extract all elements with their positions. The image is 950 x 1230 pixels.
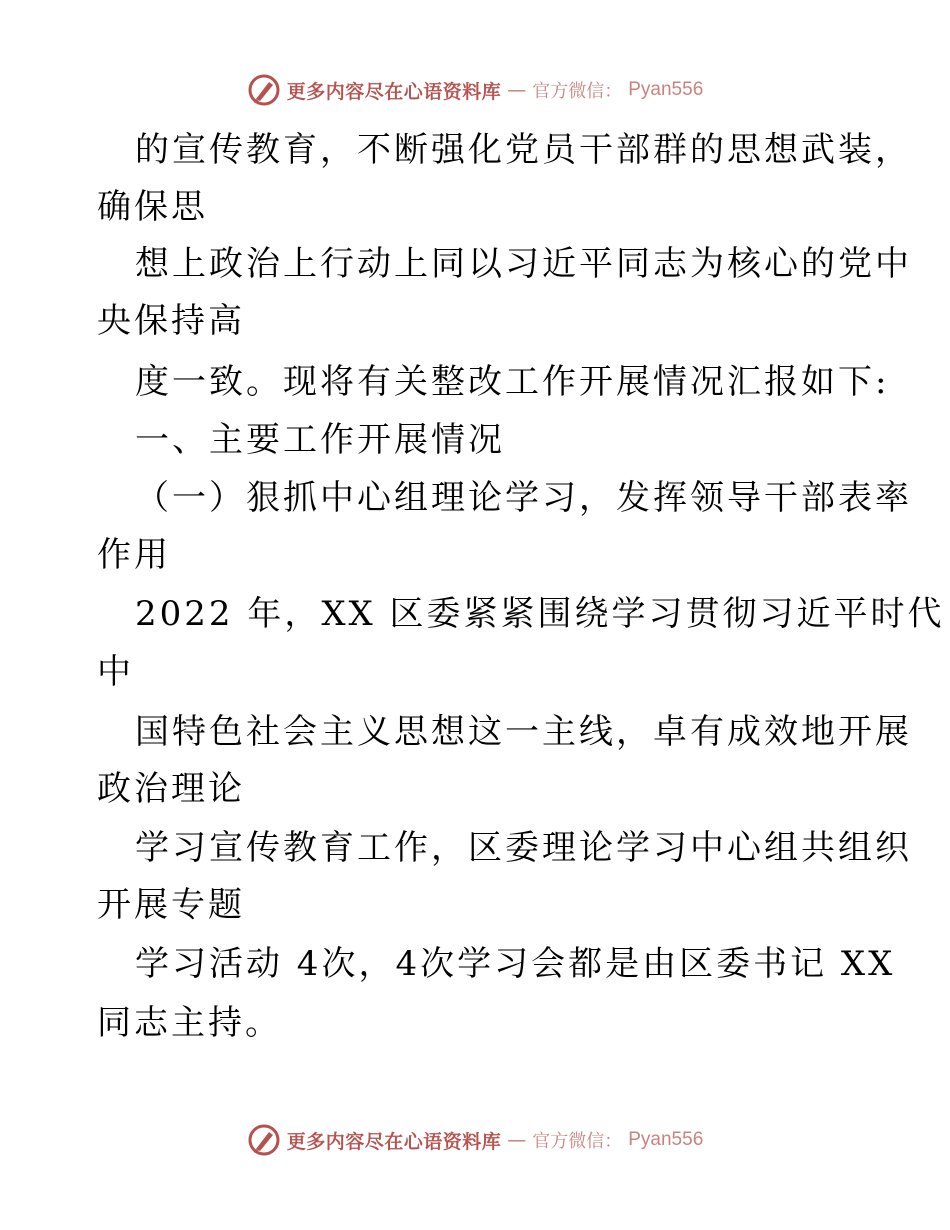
section-heading: 一、主要工作开展情况 xyxy=(135,420,505,460)
banner-wechat-label: 官方微信： xyxy=(532,1131,623,1152)
body-line: 央保持高 xyxy=(97,301,245,341)
banner-separator: — xyxy=(507,79,527,101)
body-line: 中 xyxy=(97,652,134,692)
banner-wechat-label: 官方微信： xyxy=(532,81,623,102)
header-banner xyxy=(0,73,950,107)
body-line: 的宣传教育，不断强化党员干部群的思想武装， xyxy=(135,130,912,170)
banner-wechat-id: Pyan556 xyxy=(628,79,704,100)
body-line: 国特色社会主义思想这一主线，卓有成效地开展 xyxy=(135,712,912,752)
footer-banner xyxy=(0,1123,950,1157)
banner-wechat-id: Pyan556 xyxy=(628,1129,704,1150)
pen-logo-icon xyxy=(247,73,281,107)
subsection-heading: （一）狠抓中心组理论学习，发挥领导干部表率 xyxy=(135,478,912,518)
body-line: 学习活动 4次，4次学习会都是由区委书记 XX xyxy=(135,944,896,984)
body-line: 同志主持。 xyxy=(97,1003,282,1043)
body-line: 学习宣传教育工作，区委理论学习中心组共组织 xyxy=(135,828,912,868)
body-line: 想上政治上行动上同以习近平同志为核心的党中 xyxy=(135,244,912,284)
banner-title: 更多内容尽在心语资料库 xyxy=(286,80,502,103)
banner-title: 更多内容尽在心语资料库 xyxy=(286,1130,502,1153)
subsection-heading-cont: 作用 xyxy=(97,535,171,575)
body-line: 度一致。现将有关整改工作开展情况汇报如下: xyxy=(135,362,890,402)
body-line: 确保思 xyxy=(97,187,208,227)
body-line: 2022 年，XX 区委紧紧围绕学习贯彻习近平时代 xyxy=(135,594,945,634)
banner-separator: — xyxy=(507,1129,527,1151)
body-line: 开展专题 xyxy=(97,885,245,925)
body-line: 政治理论 xyxy=(97,769,245,809)
pen-logo-icon xyxy=(247,1123,281,1157)
